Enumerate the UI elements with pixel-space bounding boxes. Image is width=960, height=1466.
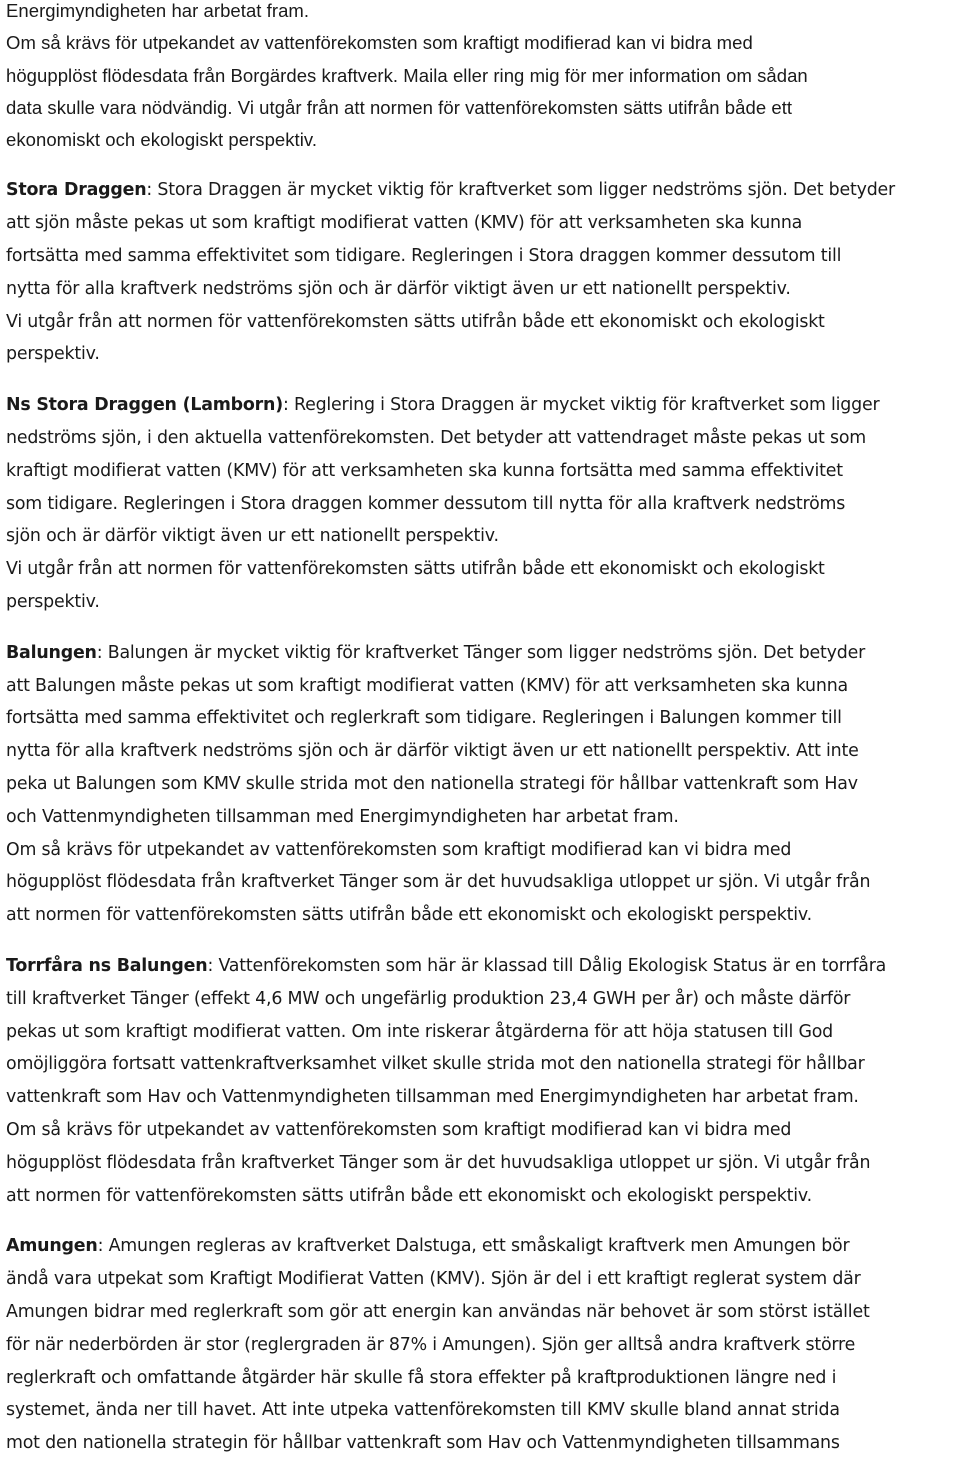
- text-line: Vi utgår från att normen för vattenförekomsten sätts utifrån både ett ekonomiskt och ekologiskt: [6, 559, 825, 580]
- text-line: Vi utgår från att normen för vattenförekomsten sätts utifrån både ett ekonomiskt och ekologiskt: [6, 311, 825, 332]
- section-label: Torrfåra ns Balungen: [6, 956, 208, 977]
- section-first-line-text: : Stora Draggen är mycket viktig för kraftverket som ligger nedströms sjön. Det betyder: [146, 180, 895, 201]
- text-line: för när nederbörden är stor (reglergraden är 87% i Amungen). Sjön ger alltså andra kraftverk större: [6, 1334, 856, 1355]
- text-line: peka ut Balungen som KMV skulle strida mot den nationella strategi för hållbar vattenkraft som Hav: [6, 774, 858, 795]
- text-line: data skulle vara nödvändig. Vi utgår från att normen för vattenförekomsten sätts utifrån både ett: [6, 96, 793, 118]
- text-line: högupplöst flödesdata från Borgärdes kraftverk. Maila eller ring mig för mer information om sådan: [6, 64, 808, 86]
- text-line: Energimyndigheten har arbetat fram.: [6, 0, 310, 21]
- section-first-line: [6, 1230, 958, 1263]
- text-line: nytta för alla kraftverk nedströms sjön och är därför viktigt även ur ett nationellt perspektiv.: [6, 278, 791, 299]
- section-first-line: [6, 389, 958, 422]
- text-line: sjön och är därför viktigt även ur ett nationellt perspektiv.: [6, 526, 499, 547]
- text-line: pekas ut som kraftigt modifierat vatten. Om inte riskerar åtgärderna för att höja statusen till God: [6, 1021, 833, 1042]
- text-line: högupplöst flödesdata från kraftverket Tänger som är det huvudsakliga utloppet ur sjön. Vi utgår från: [6, 872, 871, 893]
- text-line: till kraftverket Tänger (effekt 4,6 MW och ungefärlig produktion 23,4 GWH per år) och måste därför: [6, 988, 851, 1009]
- section-torrfara-ns-balungen: [0, 950, 960, 1212]
- text-line: att normen för vattenförekomsten sätts utifrån både ett ekonomiskt och ekologiskt perspektiv.: [6, 905, 812, 926]
- text-line: reglerkraft och omfattande åtgärder här skulle få stora effekter på kraftproduktionen längre ned i: [6, 1367, 837, 1388]
- section-first-line: [6, 950, 958, 983]
- text-line: och Vattenmyndigheten tillsamman med Energimyndigheten har arbetat fram.: [6, 806, 679, 827]
- text-line: ändå vara utpekat som Kraftigt Modifierat Vatten (KMV). Sjön är del i ett kraftigt reglerat system där: [6, 1269, 861, 1290]
- text-line: mot den nationella strategin för hållbar vattenkraft som Hav och Vattenmyndigheten tillsammans: [6, 1433, 840, 1454]
- section-amungen: [0, 1230, 960, 1460]
- text-line: Amungen bidrar med reglerkraft som gör att energin kan användas när behovet är som störst istället: [6, 1301, 870, 1322]
- section-balungen: [0, 637, 960, 932]
- text-line: perspektiv.: [6, 344, 100, 365]
- text-line: som tidigare. Regleringen i Stora draggen kommer dessutom till nytta för alla kraftverk nedströms: [6, 493, 846, 514]
- text-line: kraftigt modifierat vatten (KMV) för att verksamheten ska kunna fortsätta med samma effektivitet: [6, 460, 843, 481]
- section-first-line-text: : Vattenförekomsten som här är klassad till Dålig Ekologisk Status är en torrfåra: [207, 956, 887, 977]
- section-first-line-text: : Reglering i Stora Draggen är mycket viktig för kraftverket som ligger: [282, 395, 880, 416]
- section-label: Stora Draggen: [6, 180, 147, 201]
- text-line: perspektiv.: [6, 592, 100, 613]
- section-stora-draggen: [0, 174, 960, 371]
- text-line: att sjön måste pekas ut som kraftigt modifierat vatten (KMV) för att verksamheten ska kunna: [6, 213, 803, 234]
- text-line: fortsätta med samma effektivitet och reglerkraft som tidigare. Regleringen i Balungen kommer till: [6, 708, 842, 729]
- section-ns-stora-draggen: [0, 389, 960, 619]
- text-line: att Balungen måste pekas ut som kraftigt modifierat vatten (KMV) för att verksamheten ska kunna: [6, 675, 848, 696]
- section-label: Ns Stora Draggen (Lamborn): [6, 395, 283, 416]
- text-line: Om så krävs för utpekandet av vattenförekomsten som kraftigt modifierad kan vi bidra med: [6, 32, 753, 54]
- section-first-line-text: : Balungen är mycket viktig för kraftverket Tänger som ligger nedströms sjön. Det betyder: [96, 642, 866, 663]
- section-label: Balungen: [6, 642, 97, 663]
- text-line: högupplöst flödesdata från kraftverket Tänger som är det huvudsakliga utloppet ur sjön. Vi utgår från: [6, 1152, 871, 1173]
- text-line: ekonomiskt och ekologiskt perspektiv.: [6, 129, 318, 151]
- text-line: vattenkraft som Hav och Vattenmyndigheten tillsamman med Energimyndigheten har arbetat fram.: [6, 1087, 859, 1108]
- text-line: systemet, ända ner till havet. Att inte utpeka vattenförekomsten till KMV skulle bland annat strida: [6, 1400, 840, 1421]
- section-first-line: [6, 174, 958, 207]
- section-first-line: [6, 637, 958, 670]
- text-line: omöjliggöra fortsatt vattenkraftverksamhet vilket skulle strida mot den nationella strategi för hållbar: [6, 1054, 865, 1075]
- text-line: Om så krävs för utpekandet av vattenförekomsten som kraftigt modifierad kan vi bidra med: [6, 1120, 792, 1140]
- text-line: nytta för alla kraftverk nedströms sjön och är därför viktigt även ur ett nationellt perspektiv. Att inte: [6, 741, 859, 762]
- section-label: Amungen: [6, 1236, 98, 1257]
- intro-paragraph: [0, 0, 960, 156]
- text-line: Om så krävs för utpekandet av vattenförekomsten som kraftigt modifierad kan vi bidra med: [6, 839, 792, 860]
- text-line: nedströms sjön, i den aktuella vattenförekomsten. Det betyder att vattendraget måste pekas ut som: [6, 428, 866, 449]
- section-first-line-text: : Amungen regleras av kraftverket Dalstuga, ett småskaligt kraftverk men Amungen bör: [97, 1236, 850, 1257]
- text-line: att normen för vattenförekomsten sätts utifrån både ett ekonomiskt och ekologiskt perspektiv.: [6, 1185, 812, 1206]
- text-line: fortsätta med samma effektivitet som tidigare. Regleringen i Stora draggen kommer dessutom till: [6, 246, 842, 267]
